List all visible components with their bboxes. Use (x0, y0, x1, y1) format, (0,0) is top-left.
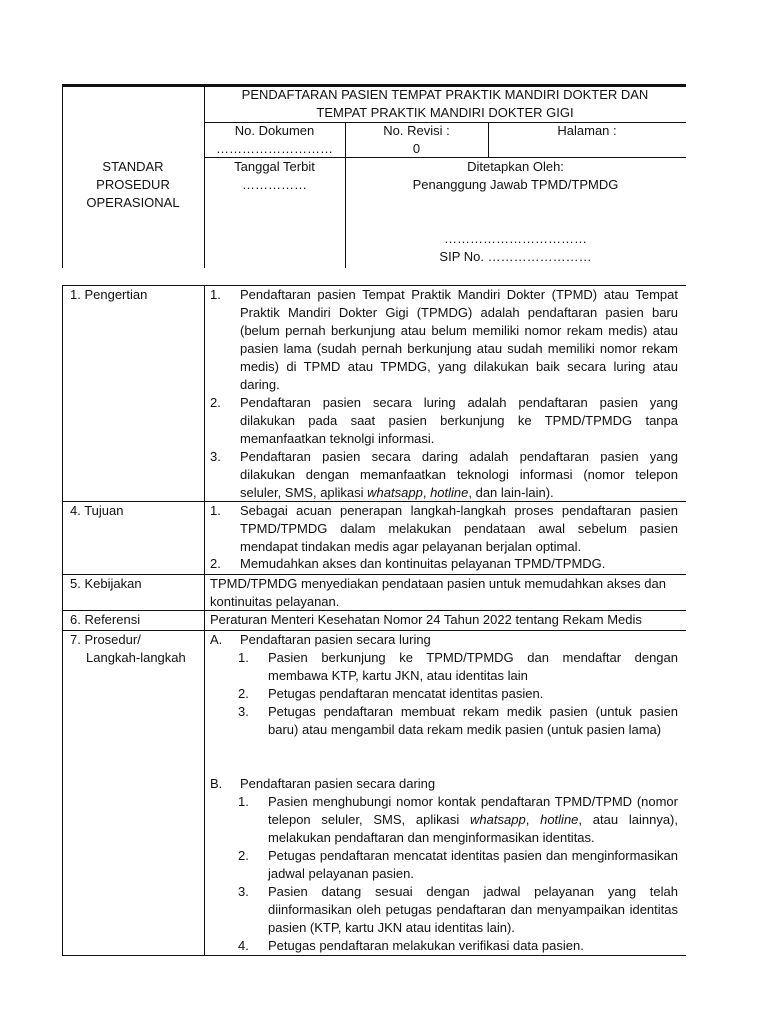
item-number: 1. (238, 650, 249, 665)
pengertian-item-1 (210, 286, 678, 394)
kebijakan-text-block (210, 575, 678, 611)
pengertian-label: 1. Pengertian (70, 287, 148, 302)
group-title: Pendaftaran pasien secara daring (240, 776, 436, 791)
item-text: Memudahkan akses dan kontinuitas pelayanan TPMD/TPMDG. (240, 556, 606, 571)
text-segment: , (422, 485, 431, 500)
pengertian-item-3 (210, 448, 678, 502)
item-number: 3. (238, 704, 249, 719)
tujuan-item-1 (210, 502, 678, 556)
referensi-label: 6. Referensi (70, 612, 141, 627)
document-title-line1: PENDAFTARAN PASIEN TEMPAT PRAKTIK MANDIRI DOKTER DAN (241, 87, 649, 102)
referensi-text: Peraturan Menteri Kesehatan Nomor 24 Tahun 2022 tentang Rekam Medis (210, 612, 642, 627)
item-text: Pendaftaran pasien secara luring adalah pendaftaran pasien yang dilakukan pada saat pasien berkunjung ke TPMD/TPMDG tanpa memanfaatkan teknolgi informasi. (240, 395, 678, 446)
text-segment: , (525, 812, 541, 827)
sop-label-line1: STANDAR (102, 159, 164, 174)
group-letter: B. (210, 776, 223, 791)
item-number: 2. (238, 686, 249, 701)
kebijakan-text: TPMD/TPMDG menyediakan pendataan pasien untuk memudahkan akses dan kontinuitas pelayanan. (210, 576, 666, 609)
text-italic: whatsapp (470, 812, 526, 827)
no-revisi-label: No. Revisi : (383, 123, 450, 138)
item-number: 1. (238, 794, 249, 809)
prosedur-a-item-1 (238, 649, 678, 685)
item-text: Pendaftaran pasien Tempat Praktik Mandiri Dokter (TPMD) atau Tempat Praktik Mandiri Dokter Gigi (TPMDG) adalah pendaftaran pasien baru (belum pernah berkunjung atau belum memiliki nomor rekam medis) atau pasien lama (sudah pernah berkunjung atau sudah memiliki nomor rekam medis) di TPMD atau TPMDG, yang dilakukan baik secara luring atau daring. (240, 287, 678, 392)
sop-content-table (62, 285, 686, 956)
ditetapkan-oleh-label: Ditetapkan Oleh: (467, 159, 564, 174)
text-segment: , atau lainnya), melakukan pendaftaran dan menginformasikan identitas. (268, 812, 678, 845)
item-text: Sebagai acuan penerapan langkah-langkah proses pendaftaran pasien TPMD/TPMDG dalam melakukan pendataan awal sebelum pasien mendapat tindakan medis agar pelayanan berjalan optimal. (240, 503, 678, 554)
text-segment: Pendaftaran pasien secara daring adalah pendaftaran pasien yang dilakukan dengan memanfaatkan teknologi informasi (nomor telepon seluler, SMS, aplikasi (240, 449, 678, 500)
tanggal-terbit-label: Tanggal Terbit (234, 159, 315, 174)
item-number: 3. (238, 884, 249, 899)
item-number: 1. (210, 287, 221, 302)
text-italic: hotline (540, 812, 579, 827)
item-text: Petugas pendaftaran mencatat identitas pasien dan menginformasikan jadwal pelayanan pasien. (268, 848, 678, 881)
signature-line: …………………………… (444, 231, 587, 246)
text-segment: Pasien menghubungi nomor kontak pendaftaran TPMD/TPMD (nomor telepon seluler, SMS, aplikasi (268, 794, 678, 827)
prosedur-a-item-3 (238, 703, 678, 739)
prosedur-a-item-2 (238, 685, 678, 703)
sop-header-table (62, 84, 686, 268)
no-revisi-value: 0 (412, 141, 421, 156)
tanggal-terbit-value: …………… (242, 177, 307, 192)
prosedur-b-item-3 (238, 883, 678, 937)
kebijakan-label: 5. Kebijakan (70, 576, 142, 591)
label-column-divider (204, 285, 205, 956)
penanggung-jawab-label: Penanggung Jawab TPMD/TPMDG (412, 177, 619, 192)
item-text: Petugas pendaftaran melakukan verifikasi data pasien. (268, 938, 584, 953)
prosedur-label-line2: Langkah-langkah (86, 650, 186, 665)
item-number: 2. (210, 556, 221, 571)
prosedur-b-item-4 (238, 937, 678, 955)
prosedur-label-line1: 7. Prosedur/ (70, 632, 141, 647)
pengertian-item-2 (210, 394, 678, 448)
item-text: Pasien datang sesuai dengan jadwal pelayanan yang telah diinformasikan oleh petugas pendaftaran dan menyampaikan identitas pasien (KTP, kartu JKN atau identitas lain). (268, 884, 678, 935)
no-dokumen-label: No. Dokumen (234, 123, 315, 138)
text-italic: hotline (430, 485, 469, 500)
prosedur-b-item-2 (238, 847, 678, 883)
document-title-line2: TEMPAT PRAKTIK MANDIRI DOKTER GIGI (316, 105, 574, 120)
group-letter: A. (210, 632, 223, 647)
sop-label-line2: PROSEDUR (96, 177, 170, 192)
item-text: Petugas pendaftaran membuat rekam medik pasien (untuk pasien baru) atau mengambil data rekam medik pasien (untuk pasien lama) (268, 704, 678, 737)
item-text (240, 448, 678, 502)
prosedur-group-a-title (210, 631, 678, 649)
item-text: Pasien berkunjung ke TPMD/TPMDG dan mendaftar dengan membawa KTP, kartu JKN, atau identitas lain (268, 650, 678, 683)
group-title: Pendaftaran pasien secara luring (240, 632, 431, 647)
item-number: 2. (238, 848, 249, 863)
tujuan-label: 4. Tujuan (70, 503, 124, 518)
item-text: Petugas pendaftaran mencatat identitas pasien. (268, 686, 544, 701)
item-number: 3. (210, 449, 221, 464)
no-dokumen-value: ……………………… (216, 141, 333, 156)
text-italic: whatsapp (367, 485, 423, 500)
halaman-label: Halaman : (557, 123, 617, 138)
sip-number: SIP No. …………………… (439, 249, 592, 264)
prosedur-group-b-title (210, 775, 678, 793)
item-number: 4. (238, 938, 249, 953)
item-number: 1. (210, 503, 221, 518)
item-text (268, 793, 678, 847)
text-segment: , dan lain-lain). (468, 485, 554, 500)
item-number: 2. (210, 395, 221, 410)
tujuan-item-2 (210, 555, 678, 573)
prosedur-b-item-1 (238, 793, 678, 847)
sop-label-line3: OPERASIONAL (86, 195, 180, 210)
